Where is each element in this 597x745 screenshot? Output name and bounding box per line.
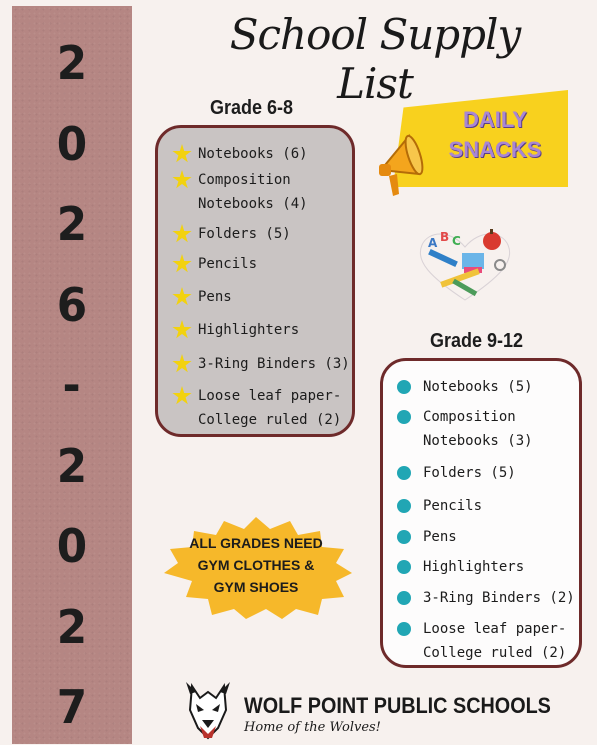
list-item: [172, 352, 350, 376]
svg-text:A: A: [428, 236, 438, 250]
grade-9-12-list: [380, 358, 582, 668]
bullet-icon: [397, 380, 411, 394]
year-char: 0: [56, 519, 88, 573]
year-char: 7: [56, 680, 88, 734]
grade-6-8-heading: Grade 6-8: [210, 97, 294, 119]
grade-6-8-list: [155, 125, 355, 437]
star-icon: [172, 386, 192, 406]
star-icon: [172, 287, 192, 307]
daily-snacks-label: DAILY SNACKS: [448, 107, 542, 162]
list-item: [172, 285, 232, 309]
item-label: Composition Notebooks (3): [423, 409, 533, 449]
item-label: Folders (5): [423, 465, 516, 481]
list-item: [397, 586, 575, 610]
page-title: School Supply List: [229, 10, 521, 108]
year-char: 2: [56, 197, 88, 251]
item-label: Composition Notebooks (4): [198, 172, 308, 212]
year-column: [12, 36, 132, 734]
year-char: 2: [56, 36, 88, 90]
year-char: -: [62, 358, 82, 412]
year-char: 2: [56, 599, 88, 654]
item-label: Loose leaf paper- College ruled (2): [198, 388, 342, 428]
svg-text:B: B: [440, 230, 450, 244]
star-icon: [172, 144, 192, 164]
star-icon: [172, 320, 192, 340]
school-name: WOLF POINT PUBLIC SCHOOLS: [244, 693, 551, 718]
item-label: Highlighters: [198, 322, 300, 338]
list-item: [397, 555, 524, 579]
list-item: [172, 168, 308, 216]
star-icon: [172, 354, 192, 374]
bullet-icon: [397, 466, 411, 480]
item-label: Pens: [198, 289, 232, 305]
star-icon: [172, 254, 192, 274]
list-item: [397, 405, 533, 453]
list-item: [172, 222, 291, 246]
year-char: 6: [56, 277, 88, 332]
bullet-icon: [397, 622, 411, 636]
item-label: Pencils: [198, 256, 258, 272]
star-icon: [172, 224, 192, 244]
item-label: Highlighters: [423, 559, 525, 575]
year-char: 0: [56, 116, 88, 171]
item-label: Loose leaf paper- College ruled (2): [423, 621, 567, 661]
item-label: 3-Ring Binders (2): [423, 590, 575, 606]
school-supplies-heart-icon: [410, 225, 520, 305]
item-label: Pens: [423, 529, 457, 545]
svg-text:C: C: [452, 234, 461, 248]
bullet-icon: [397, 560, 411, 574]
year-char: 2: [56, 438, 88, 493]
grade-9-12-heading: Grade 9-12: [430, 330, 524, 352]
list-item: [397, 617, 566, 665]
item-label: 3-Ring Binders (3): [198, 356, 350, 372]
item-label: Notebooks (6): [198, 146, 308, 162]
item-label: Notebooks (5): [423, 379, 533, 395]
list-item: [172, 252, 257, 276]
bullet-icon: [397, 530, 411, 544]
item-label: Pencils: [423, 498, 483, 514]
school-tagline: Home of the Wolves!: [244, 720, 381, 735]
wolf-mascot-logo: [182, 680, 234, 740]
bullet-icon: [397, 410, 411, 424]
item-label: Folders (5): [198, 226, 291, 242]
list-item: [397, 494, 482, 518]
megaphone-icon: [375, 126, 427, 202]
list-item: [397, 525, 457, 549]
list-item: [172, 384, 341, 432]
gym-requirement-note: ALL GRADES NEED GYM CLOTHES & GYM SHOES: [189, 535, 323, 595]
bullet-icon: [397, 499, 411, 513]
list-item: [172, 318, 299, 342]
list-item: [172, 142, 308, 166]
bullet-icon: [397, 591, 411, 605]
list-item: [397, 375, 533, 399]
list-item: [397, 461, 516, 485]
star-icon: [172, 170, 192, 190]
